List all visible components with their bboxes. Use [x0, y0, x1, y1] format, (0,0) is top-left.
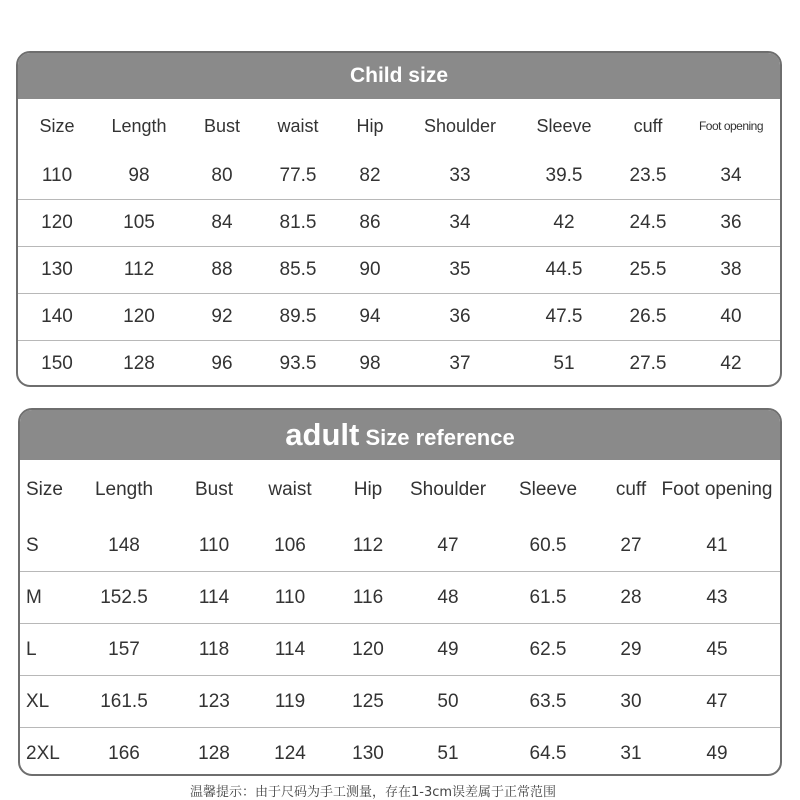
table-cell: 2XL	[20, 728, 72, 777]
child-size-title: Child size	[18, 53, 780, 99]
table-cell: 148	[108, 534, 140, 556]
adult-title-rest: Size reference	[365, 425, 515, 450]
table-cell: 114	[252, 624, 328, 676]
table-cell: 47.5	[514, 294, 614, 341]
table-cell: 51	[408, 728, 488, 777]
column-header: Size	[39, 115, 75, 136]
table-cell: 41	[706, 534, 728, 556]
table-cell: 84	[182, 200, 262, 247]
table-cell: 110	[198, 534, 230, 556]
table-cell: M	[20, 572, 72, 624]
table-cell: 36	[682, 200, 780, 247]
table-cell: 63.5	[488, 676, 608, 728]
adult-size-title	[20, 410, 780, 460]
table-cell: 128	[176, 728, 252, 777]
table-cell: 157	[72, 624, 176, 676]
table-cell: 35	[406, 247, 514, 294]
table-cell: 89.5	[262, 294, 334, 341]
table-cell: 23.5	[629, 165, 667, 186]
table-cell: XL	[20, 676, 72, 728]
table-cell: 77.5	[279, 165, 317, 186]
table-cell: S	[26, 534, 39, 556]
adult-size-table	[18, 408, 782, 776]
table-cell: 88	[182, 247, 262, 294]
table-cell: 34	[406, 200, 514, 247]
table-row	[18, 200, 780, 247]
table-cell: 128	[96, 341, 182, 388]
table-cell: 80	[211, 165, 233, 186]
table-cell: 28	[608, 572, 654, 624]
table-cell: 49	[654, 728, 780, 777]
table-row	[18, 341, 780, 388]
table-cell: 42	[682, 341, 780, 388]
table-cell: 120	[18, 200, 96, 247]
table-cell: 60.5	[529, 534, 567, 556]
table-cell: 33	[449, 165, 471, 186]
table-cell: 37	[406, 341, 514, 388]
table-cell: 27.5	[614, 341, 682, 388]
table-cell: 130	[18, 247, 96, 294]
table-cell: 39.5	[545, 165, 583, 186]
table-cell: 24.5	[614, 200, 682, 247]
table-cell: 123	[176, 676, 252, 728]
table-cell: 82	[359, 165, 381, 186]
table-cell: 98	[128, 165, 150, 186]
table-cell: 40	[682, 294, 780, 341]
column-header: waist	[277, 115, 319, 136]
table-cell: L	[20, 624, 72, 676]
table-cell: 110	[41, 165, 73, 186]
table-cell: 42	[514, 200, 614, 247]
table-cell: 110	[252, 572, 328, 624]
table-cell: 105	[96, 200, 182, 247]
table-cell: 62.5	[488, 624, 608, 676]
table-cell: 124	[252, 728, 328, 777]
child-header-row	[18, 99, 780, 153]
table-cell: 125	[328, 676, 408, 728]
table-cell: 120	[96, 294, 182, 341]
table-cell: 152.5	[72, 572, 176, 624]
table-row	[20, 520, 780, 572]
table-cell: 49	[408, 624, 488, 676]
table-cell: 98	[334, 341, 406, 388]
table-cell: 120	[328, 624, 408, 676]
column-header: Hip	[353, 479, 383, 500]
column-header: Shoulder	[423, 115, 497, 136]
table-row	[18, 247, 780, 294]
footer-note: 温馨提示：由于尺码为手工测量，存在1-3cm误差属于正常范围	[190, 785, 557, 800]
adult-title-main: adult	[285, 417, 360, 452]
table-row	[20, 728, 780, 777]
table-row	[20, 624, 780, 676]
column-header: Shoulder	[409, 479, 487, 500]
table-cell: 130	[328, 728, 408, 777]
table-cell: 29	[608, 624, 654, 676]
adult-header-row	[20, 460, 780, 520]
column-header: Sleeve	[536, 115, 592, 136]
column-header: Foot opening	[661, 479, 773, 500]
table-cell: 96	[182, 341, 262, 388]
table-row	[18, 153, 780, 200]
table-cell: 86	[334, 200, 406, 247]
table-cell: 50	[408, 676, 488, 728]
table-cell: 81.5	[262, 200, 334, 247]
table-cell: 30	[608, 676, 654, 728]
table-cell: 116	[328, 572, 408, 624]
table-cell: 51	[514, 341, 614, 388]
table-cell: 45	[654, 624, 780, 676]
table-row	[20, 676, 780, 728]
table-cell: 27	[620, 534, 642, 556]
table-cell: 92	[182, 294, 262, 341]
table-cell: 112	[352, 534, 384, 556]
table-cell: 48	[408, 572, 488, 624]
table-cell: 119	[252, 676, 328, 728]
table-cell: 150	[18, 341, 96, 388]
column-header: Bust	[194, 479, 234, 500]
table-cell: 166	[72, 728, 176, 777]
table-row	[20, 572, 780, 624]
table-cell: 47	[437, 534, 459, 556]
table-cell: 90	[334, 247, 406, 294]
table-cell: 25.5	[614, 247, 682, 294]
column-header: Hip	[356, 115, 384, 136]
table-cell: 38	[682, 247, 780, 294]
column-header: Length	[111, 115, 167, 136]
column-header: Length	[94, 479, 154, 500]
table-cell: 36	[406, 294, 514, 341]
table-cell: 114	[176, 572, 252, 624]
child-size-grid	[18, 99, 780, 387]
table-cell: 31	[608, 728, 654, 777]
table-cell: 112	[96, 247, 182, 294]
column-header: waist	[268, 479, 312, 500]
table-cell: 161.5	[72, 676, 176, 728]
child-size-table	[16, 51, 782, 387]
table-cell: 93.5	[262, 341, 334, 388]
table-cell: 118	[176, 624, 252, 676]
table-cell: 64.5	[488, 728, 608, 777]
table-cell: 47	[654, 676, 780, 728]
table-cell: 140	[18, 294, 96, 341]
table-cell: 43	[654, 572, 780, 624]
table-cell: 61.5	[488, 572, 608, 624]
table-cell: 34	[720, 165, 742, 186]
table-row	[18, 294, 780, 341]
table-cell: 44.5	[514, 247, 614, 294]
table-cell: 106	[274, 534, 306, 556]
table-cell: 94	[334, 294, 406, 341]
column-header: Foot opening	[698, 119, 764, 133]
adult-size-grid	[20, 460, 780, 776]
column-header: Size	[26, 479, 63, 500]
column-header: Bust	[203, 115, 241, 136]
table-cell: 85.5	[262, 247, 334, 294]
column-header: cuff	[615, 479, 647, 500]
column-header: Sleeve	[518, 479, 578, 500]
column-header: cuff	[633, 115, 663, 136]
table-cell: 26.5	[614, 294, 682, 341]
